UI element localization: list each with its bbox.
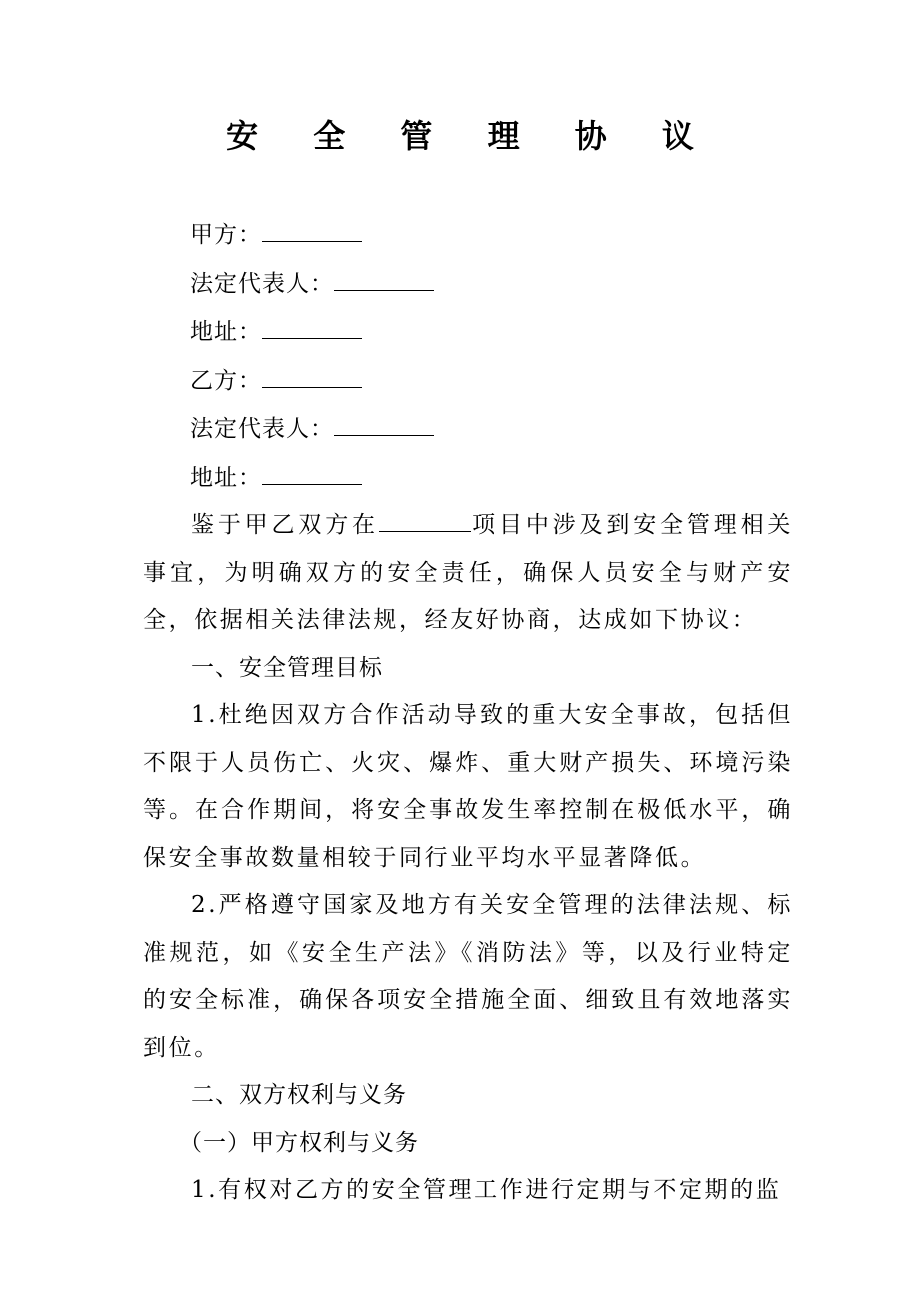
party-b-rep-label: 法定代表人： xyxy=(190,416,334,442)
party-b-label: 乙方： xyxy=(190,367,262,394)
section2-heading: 二、双方权利与义务 xyxy=(191,1082,407,1108)
party-b-addr-blank xyxy=(262,466,362,485)
project-blank xyxy=(379,513,471,532)
party-a-label: 甲方： xyxy=(190,222,262,248)
party-a-addr-line xyxy=(190,308,790,357)
party-a-rep-label: 法定代表人： xyxy=(190,270,334,297)
section1-item2: 2.严格遵守国家及地方有关安全管理的法律法规、标准规范，如《安全生产法》《消防法》等，以及行业特定的安全标准，确保各项安全措施全面、细致且有效地落实到位。 xyxy=(143,892,793,1061)
document-title: 安 全 管 理 协 议 xyxy=(226,117,716,155)
section1-item1: 1.杜绝因双方合作活动导致的重大安全事故，包括但不限于人员伤亡、火灾、爆炸、重大财产损失、环境污染等。在合作期间，将安全事故发生率控制在极低水平，确保安全事故数量相较于同行业平均水平显著降低。 xyxy=(143,702,793,871)
preamble-paragraph xyxy=(143,502,793,645)
preamble-before: 鉴于甲乙双方在 xyxy=(191,512,379,538)
party-b-blank xyxy=(262,369,362,388)
party-b-line xyxy=(190,357,790,406)
section1-heading: 一、安全管理目标 xyxy=(191,654,383,681)
party-a-rep-line xyxy=(190,260,790,309)
party-a-rep-blank xyxy=(334,272,434,291)
party-a-addr-blank xyxy=(262,320,362,339)
party-a-addr-label: 地址： xyxy=(190,319,262,345)
section2-sub1-heading: （一）甲方权利与义务 xyxy=(179,1129,419,1156)
party-b-rep-line xyxy=(190,405,790,454)
section2-sub1-item1: 1.有权对乙方的安全管理工作进行定期与不定期的监 xyxy=(191,1177,782,1203)
party-block xyxy=(190,211,790,502)
party-a-line xyxy=(190,211,790,260)
party-b-addr-line xyxy=(190,454,790,503)
party-a-blank xyxy=(262,223,362,242)
agreement-body xyxy=(143,502,793,1215)
preamble-after: 项目中涉及到安全管理相关事宜，为明确双方的安全责任，确保人员安全与财产安全，依据相关法律法规，经友好协商，达成如下协议： xyxy=(143,512,794,633)
party-b-addr-label: 地址： xyxy=(190,464,262,491)
party-b-rep-blank xyxy=(334,417,434,436)
